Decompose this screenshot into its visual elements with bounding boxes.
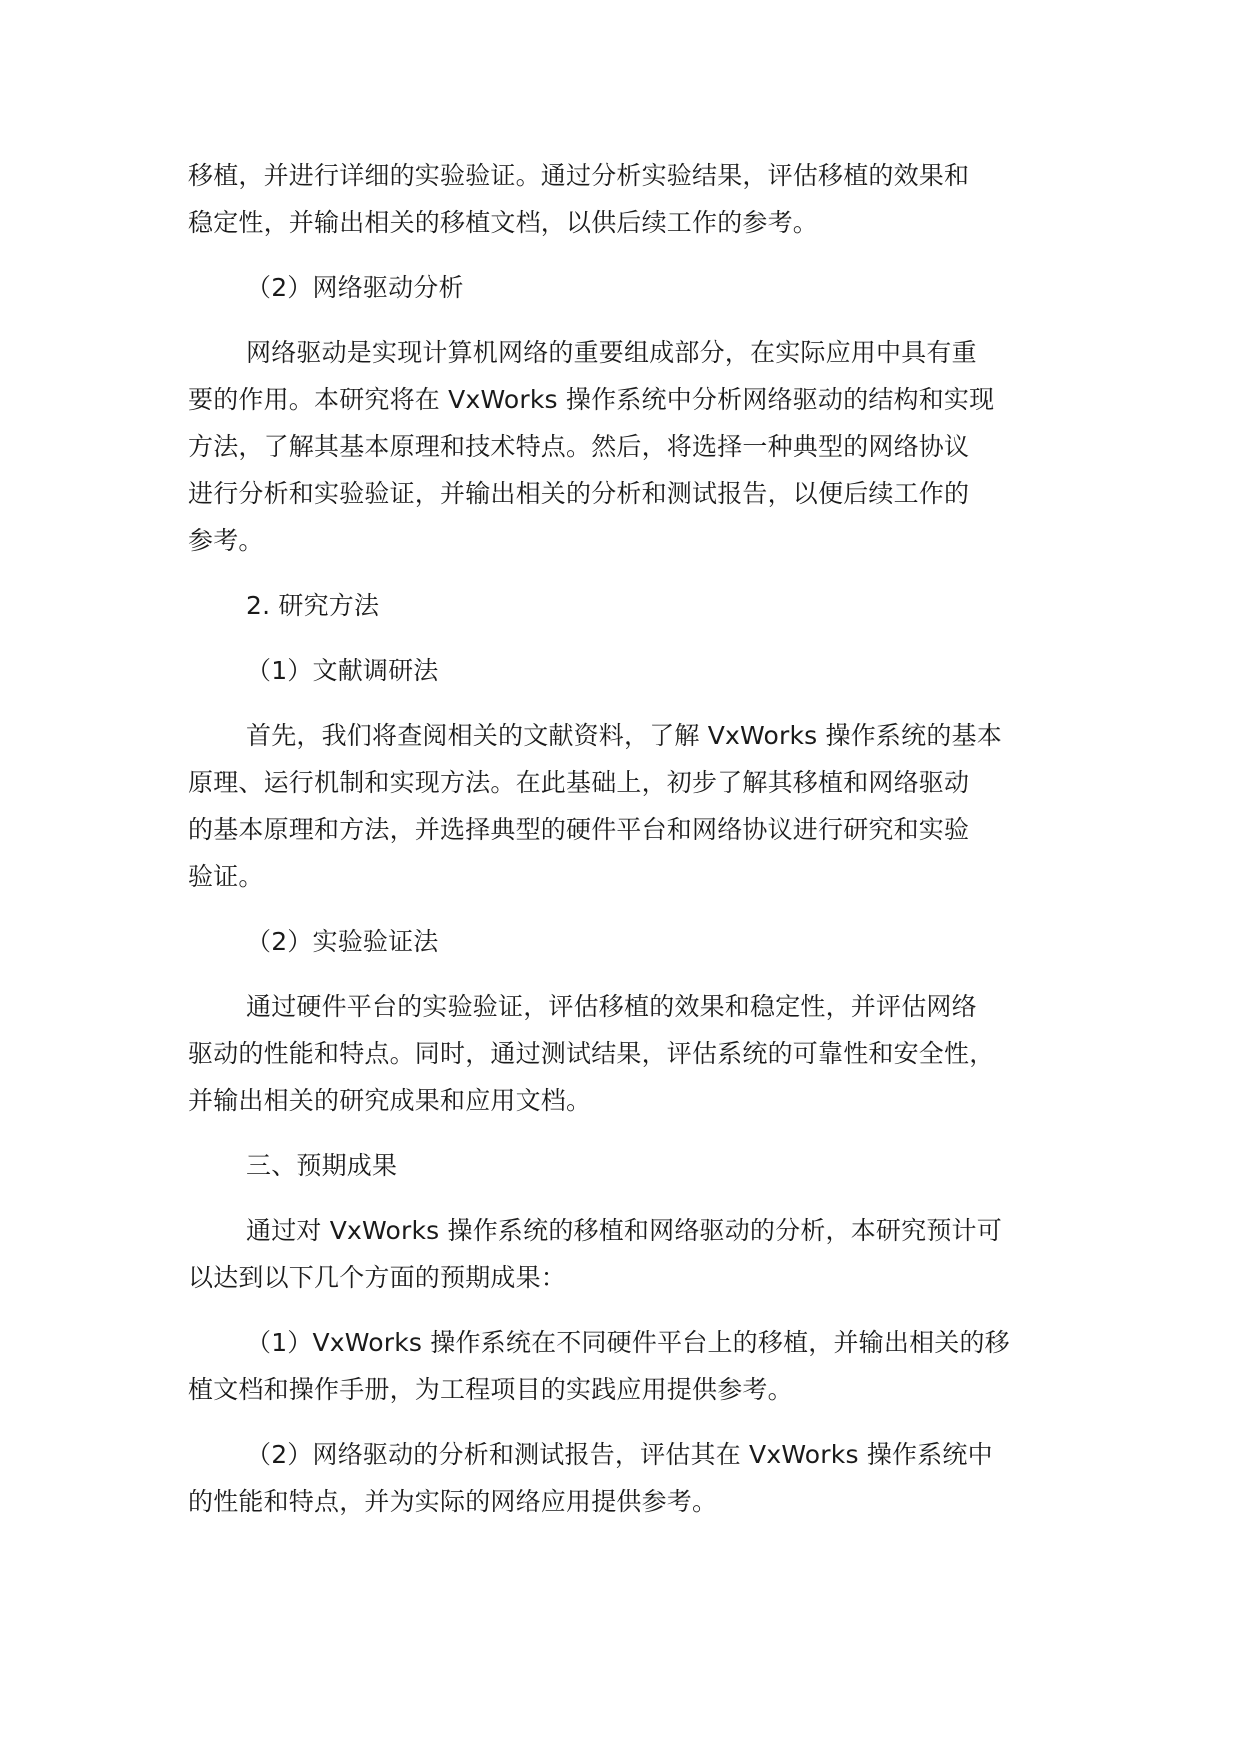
paragraph bbox=[188, 983, 1088, 1124]
heading-network-driver-analysis: （2）网络驱动分析 bbox=[246, 273, 464, 302]
paragraph bbox=[188, 1319, 1088, 1413]
text-line: 以达到以下几个方面的预期成果： bbox=[188, 1263, 567, 1292]
text-line: 首先，我们将查阅相关的文献资料，了解 VxWorks 操作系统的基本 bbox=[246, 721, 1002, 750]
text-line: 要的作用。本研究将在 VxWorks 操作系统中分析网络驱动的结构和实现 bbox=[188, 385, 995, 414]
text-line: 的基本原理和方法，并选择典型的硬件平台和网络协议进行研究和实验 bbox=[188, 815, 970, 844]
text-line: 并输出相关的研究成果和应用文档。 bbox=[188, 1086, 592, 1115]
heading-expected-outcomes: 三、预期成果 bbox=[246, 1151, 398, 1180]
paragraph bbox=[188, 1207, 1088, 1301]
text-line: 植文档和操作手册，为工程项目的实践应用提供参考。 bbox=[188, 1375, 793, 1404]
paragraph bbox=[188, 1431, 1088, 1525]
subsection-heading bbox=[188, 918, 1088, 965]
text-line: 的性能和特点，并为实际的网络应用提供参考。 bbox=[188, 1487, 718, 1516]
text-line: 参考。 bbox=[188, 526, 264, 555]
text-line: 通过硬件平台的实验验证，评估移植的效果和稳定性，并评估网络 bbox=[246, 992, 977, 1021]
text-line: 方法，了解其基本原理和技术特点。然后，将选择一种典型的网络协议 bbox=[188, 432, 970, 461]
subsection-heading bbox=[188, 264, 1088, 311]
text-line: 进行分析和实验验证，并输出相关的分析和测试报告，以便后续工作的 bbox=[188, 479, 970, 508]
text-line: 移植，并进行详细的实验验证。通过分析实验结果，评估移植的效果和 bbox=[188, 161, 970, 190]
section-heading bbox=[188, 582, 1088, 629]
text-line: 通过对 VxWorks 操作系统的移植和网络驱动的分析，本研究预计可 bbox=[246, 1216, 1002, 1245]
text-line: 原理、运行机制和实现方法。在此基础上，初步了解其移植和网络驱动 bbox=[188, 768, 970, 797]
text-line: 验证。 bbox=[188, 862, 264, 891]
paragraph bbox=[188, 712, 1088, 900]
text-line: 稳定性，并输出相关的移植文档，以供后续工作的参考。 bbox=[188, 208, 819, 237]
subsection-heading bbox=[188, 647, 1088, 694]
heading-experimental-verification: （2）实验验证法 bbox=[246, 927, 439, 956]
text-line: （2）网络驱动的分析和测试报告，评估其在 VxWorks 操作系统中 bbox=[246, 1440, 993, 1469]
heading-literature-review: （1）文献调研法 bbox=[246, 656, 439, 685]
text-line: （1）VxWorks 操作系统在不同硬件平台上的移植，并输出相关的移 bbox=[246, 1328, 1010, 1357]
heading-research-methods: 2. 研究方法 bbox=[246, 591, 380, 620]
document-body bbox=[188, 152, 1088, 1525]
text-line: 网络驱动是实现计算机网络的重要组成部分，在实际应用中具有重 bbox=[246, 338, 977, 367]
section-heading bbox=[188, 1142, 1088, 1189]
text-line: 驱动的性能和特点。同时，通过测试结果，评估系统的可靠性和安全性， bbox=[188, 1039, 995, 1068]
paragraph bbox=[188, 329, 1088, 564]
paragraph bbox=[188, 152, 1088, 246]
